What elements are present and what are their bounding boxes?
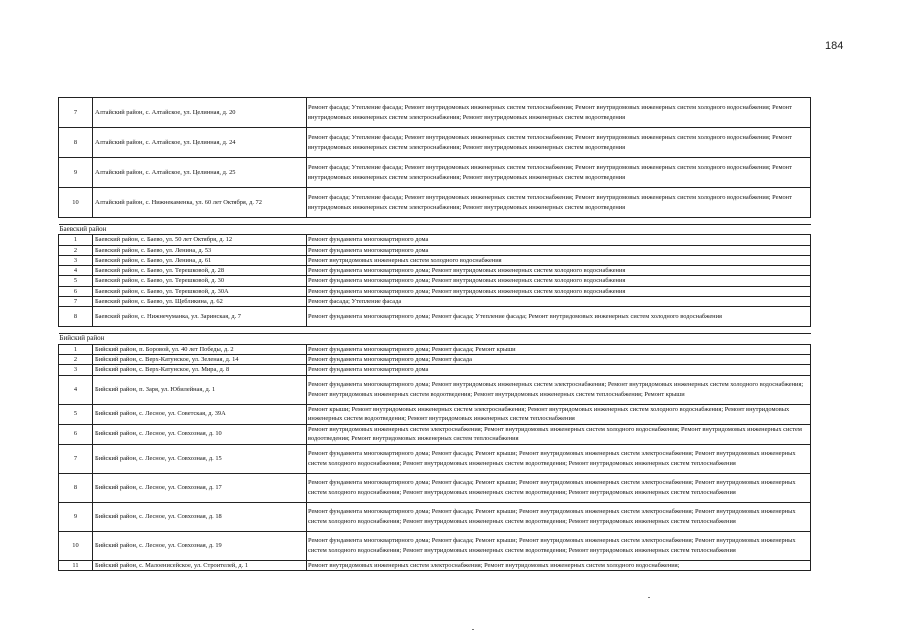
row-works: Ремонт фасада; Утепление фасада; Ремонт внутридомовых инженерных систем теплоснабжения; Ремонт внутридомовых инженерных систем холодного водоснабжения; Ремонт внутридомовых инженерных систем электроснабжения; Ремонт внутридомовых инженерных систем водоотведения xyxy=(307,98,811,128)
row-works: Ремонт фундамента многоквартирного дома; Ремонт фасада xyxy=(307,354,811,364)
row-number: 5 xyxy=(59,404,93,424)
table-row xyxy=(59,375,811,404)
row-address: Баевский район, с. Баево, ул. Ленина, д. 61 xyxy=(93,255,307,265)
table-row xyxy=(59,286,811,296)
row-number: 7 xyxy=(59,98,93,128)
row-works: Ремонт фасада; Утепление фасада; Ремонт внутридомовых инженерных систем теплоснабжения; Ремонт внутридомовых инженерных систем холодного водоснабжения; Ремонт внутридомовых инженерных систем электроснабжения; Ремонт внутридомовых инженерных систем водоотведения xyxy=(307,188,811,218)
row-works: Ремонт внутридомовых инженерных систем электроснабжения; Ремонт внутридомовых инженерных систем холодного водоснабжения; Ремонт внутридомовых инженерных систем водоотведения; Ремонт внутридомовых инженерных систем теплоснабжения xyxy=(307,424,811,444)
row-number: 11 xyxy=(59,560,93,570)
row-address: Баевский район, с. Баево, ул. Ленина, д. 53 xyxy=(93,245,307,255)
row-number: 8 xyxy=(59,473,93,502)
page-number: 184 xyxy=(825,40,844,52)
section-header-baevsky xyxy=(59,225,811,235)
row-address: Бийский район, с. Лесное, ул. Советская, д. 39А xyxy=(93,404,307,424)
row-number: 6 xyxy=(59,286,93,296)
row-number: 10 xyxy=(59,188,93,218)
table-row xyxy=(59,245,811,255)
table-row xyxy=(59,158,811,188)
table-row xyxy=(59,98,811,128)
row-works: Ремонт фундамента многоквартирного дома; Ремонт внутридомовых инженерных систем холодного водоснабжения xyxy=(307,276,811,286)
row-address: Баевский район, с. Нижнечуманка, ул. Заринская, д. 7 xyxy=(93,307,307,327)
repair-works-table xyxy=(58,97,811,571)
row-works: Ремонт фундамента многоквартирного дома; Ремонт внутридомовых инженерных систем холодного водоснабжения xyxy=(307,266,811,276)
row-number: 1 xyxy=(59,344,93,354)
row-number: 9 xyxy=(59,502,93,531)
row-works: Ремонт фасада; Утепление фасада; Ремонт внутридомовых инженерных систем теплоснабжения; Ремонт внутридомовых инженерных систем холодного водоснабжения; Ремонт внутридомовых инженерных систем электроснабжения; Ремонт внутридомовых инженерных систем водоотведения xyxy=(307,158,811,188)
table-row xyxy=(59,344,811,354)
section-header-biysky xyxy=(59,334,811,344)
row-address: Бийский район, п. Заря, ул. Юбилейная, д. 1 xyxy=(93,375,307,404)
table-row xyxy=(59,307,811,327)
row-works: Ремонт фундамента многоквартирного дома; Ремонт фасада; Ремонт крыши xyxy=(307,344,811,354)
row-address: Алтайский район, с. Нижнекаменка, ул. 60 лет Октября, д. 72 xyxy=(93,188,307,218)
table-row xyxy=(59,424,811,444)
row-number: 9 xyxy=(59,158,93,188)
table-row xyxy=(59,365,811,375)
row-works: Ремонт фасада; Утепление фасада; Ремонт внутридомовых инженерных систем теплоснабжения; Ремонт внутридомовых инженерных систем холодного водоснабжения; Ремонт внутридомовых инженерных систем электроснабжения; Ремонт внутридомовых инженерных систем водоотведения xyxy=(307,128,811,158)
table-row xyxy=(59,128,811,158)
row-address: Бийский район, с. Лесное, ул. Совхозная, д. 10 xyxy=(93,424,307,444)
row-number: 1 xyxy=(59,235,93,245)
row-number: 3 xyxy=(59,255,93,265)
row-address: Баевский район, с. Баево, ул. Терешковой, д. 30А xyxy=(93,286,307,296)
section-title: Баевский район xyxy=(59,225,107,233)
table-row xyxy=(59,404,811,424)
table-row xyxy=(59,255,811,265)
row-works: Ремонт фундамента многоквартирного дома; Ремонт фасада; Ремонт крыши; Ремонт внутридомовых инженерных систем электроснабжения; Ремонт внутридомовых инженерных систем холодного водоснабжения; Ремонт внутридомовых инженерных систем водоотведения; Ремонт внутридомовых инженерных систем теплоснабжения xyxy=(307,473,811,502)
table-row xyxy=(59,266,811,276)
table-row xyxy=(59,502,811,531)
table-row xyxy=(59,276,811,286)
row-works: Ремонт внутридомовых инженерных систем электроснабжения; Ремонт внутридомовых инженерных систем холодного водоснабжения; xyxy=(307,560,811,570)
row-number: 4 xyxy=(59,266,93,276)
table-row xyxy=(59,531,811,560)
row-address: Алтайский район, с. Алтайское, ул. Целинная, д. 25 xyxy=(93,158,307,188)
row-address: Бийский район, с. Малоенисейское, ул. Строителей, д. 1 xyxy=(93,560,307,570)
table-row xyxy=(59,473,811,502)
row-works: Ремонт фундамента многоквартирного дома; Ремонт внутридомовых инженерных систем холодного водоснабжения xyxy=(307,286,811,296)
row-number: 7 xyxy=(59,444,93,473)
row-works: Ремонт фасада; Утепление фасада xyxy=(307,297,811,307)
table-row xyxy=(59,560,811,570)
row-address: Бийский район, с. Верх-Катунское, ул. Мира, д. 8 xyxy=(93,365,307,375)
row-address: Баевский район, с. Баево, ул. Терешковой, д. 28 xyxy=(93,266,307,276)
row-works: Ремонт фундамента многоквартирного дома; Ремонт фасада; Ремонт крыши; Ремонт внутридомовых инженерных систем электроснабжения; Ремонт внутридомовых инженерных систем холодного водоснабжения; Ремонт внутридомовых инженерных систем водоотведения; Ремонт внутридомовых инженерных систем теплоснабжения xyxy=(307,444,811,473)
row-address: Баевский район, с. Баево, ул. Щебликина, д. 62 xyxy=(93,297,307,307)
row-number: 2 xyxy=(59,245,93,255)
row-works: Ремонт фундамента многоквартирного дома; Ремонт фасада; Утепление фасада; Ремонт внутридомовых инженерных систем холодного водоснабжения xyxy=(307,307,811,327)
section-title: Бийский район xyxy=(59,334,105,343)
row-address: Бийский район, с. Лесное, ул. Совхозная, д. 15 xyxy=(93,444,307,473)
row-number: 8 xyxy=(59,307,93,327)
row-number: 6 xyxy=(59,424,93,444)
row-works: Ремонт фундамента многоквартирного дома; Ремонт фасада; Ремонт крыши; Ремонт внутридомовых инженерных систем электроснабжения; Ремонт внутридомовых инженерных систем холодного водоснабжения; Ремонт внутридомовых инженерных систем водоотведения; Ремонт внутридомовых инженерных систем теплоснабжения xyxy=(307,502,811,531)
row-number: 2 xyxy=(59,354,93,364)
row-number: 10 xyxy=(59,531,93,560)
row-number: 5 xyxy=(59,276,93,286)
table-gap xyxy=(59,327,811,334)
row-works: Ремонт фундамента многоквартирного дома xyxy=(307,245,811,255)
row-works: Ремонт фундамента многоквартирного дома; Ремонт внутридомовых инженерных систем электроснабжения; Ремонт внутридомовых инженерных систем холодного водоснабжения; Ремонт внутридомовых инженерных систем водоотведения; Ремонт внутридомовых инженерных систем теплоснабжения; Ремонт крыши xyxy=(307,375,811,404)
row-number: 7 xyxy=(59,297,93,307)
row-works: Ремонт фундамента многоквартирного дома; Ремонт фасада; Ремонт крыши; Ремонт внутридомовых инженерных систем электроснабжения; Ремонт внутридомовых инженерных систем холодного водоснабжения; Ремонт внутридомовых инженерных систем водоотведения; Ремонт внутридомовых инженерных систем теплоснабжения xyxy=(307,531,811,560)
row-number: 8 xyxy=(59,128,93,158)
row-works: Ремонт фундамента многоквартирного дома xyxy=(307,235,811,245)
table-gap xyxy=(59,218,811,225)
table-row xyxy=(59,188,811,218)
row-address: Бийский район, с. Верх-Катунское, ул. Зеленая, д. 14 xyxy=(93,354,307,364)
row-works: Ремонт фундамента многоквартирного дома xyxy=(307,365,811,375)
row-address: Бийский район, с. Лесное, ул. Совхозная, д. 19 xyxy=(93,531,307,560)
row-address: Бийский район, п. Боровой, ул. 40 лет Победы, д. 2 xyxy=(93,344,307,354)
row-address: Бийский район, с. Лесное, ул. Совхозная, д. 18 xyxy=(93,502,307,531)
row-address: Алтайский район, с. Алтайское, ул. Целинная, д. 24 xyxy=(93,128,307,158)
row-works: Ремонт крыши; Ремонт внутридомовых инженерных систем электроснабжения; Ремонт внутридомовых инженерных систем холодного водоснабжения; Ремонт внутридомовых инженерных систем водоотведения; Ремонт внутридомовых инженерных систем теплоснабжения xyxy=(307,404,811,424)
table-row xyxy=(59,297,811,307)
row-number: 3 xyxy=(59,365,93,375)
row-address: Баевский район, с. Баево, ул. 50 лет Октября, д. 12 xyxy=(93,235,307,245)
scan-speck xyxy=(648,597,650,598)
table-row xyxy=(59,235,811,245)
row-number: 4 xyxy=(59,375,93,404)
table-row xyxy=(59,354,811,364)
table-row xyxy=(59,444,811,473)
row-address: Алтайский район, с. Алтайское, ул. Целинная, д. 20 xyxy=(93,98,307,128)
row-address: Баевский район, с. Баево, ул. Терешковой, д. 30 xyxy=(93,276,307,286)
row-works: Ремонт внутридомовых инженерных систем холодного водоснабжения xyxy=(307,255,811,265)
row-address: Бийский район, с. Лесное, ул. Совхозная, д. 17 xyxy=(93,473,307,502)
scan-speck xyxy=(472,629,474,630)
